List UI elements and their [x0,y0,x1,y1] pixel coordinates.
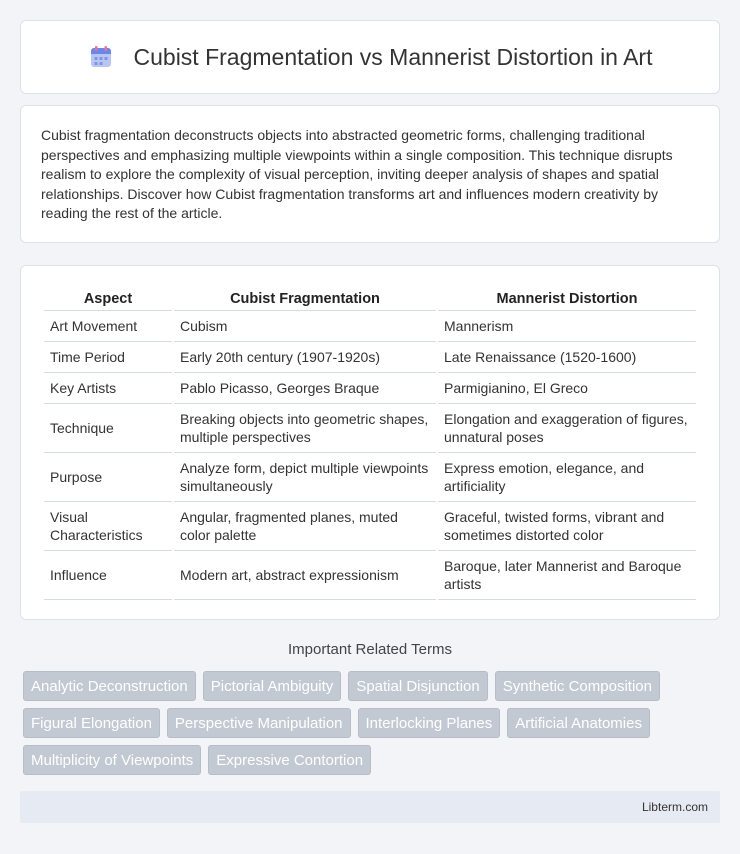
cell-aspect: Art Movement [44,311,172,342]
table-row [44,453,696,502]
related-term-tag[interactable]: Expressive Contortion [208,745,371,775]
cell-mannerist: Late Renaissance (1520-1600) [438,342,696,373]
table-row [44,404,696,453]
cell-mannerist: Express emotion, elegance, and artificiality [438,453,696,502]
intro-card [20,105,720,243]
page-title: Cubist Fragmentation vs Mannerist Distortion in Art [133,43,653,70]
cell-mannerist: Graceful, twisted forms, vibrant and sometimes distorted color [438,502,696,551]
header-cubist: Cubist Fragmentation [174,286,436,311]
cell-aspect: Purpose [44,453,172,502]
calendar-icon [88,44,114,70]
table-row [44,551,696,600]
table-row [44,373,696,404]
header-aspect: Aspect [44,286,172,311]
related-term-tag[interactable]: Artificial Anatomies [507,708,650,738]
cell-aspect: Influence [44,551,172,600]
cell-cubist: Angular, fragmented planes, muted color palette [174,502,436,551]
cell-cubist: Modern art, abstract expressionism [174,551,436,600]
table-header-row [44,286,696,311]
related-term-tag[interactable]: Multiplicity of Viewpoints [23,745,201,775]
related-term-tag[interactable]: Pictorial Ambiguity [203,671,342,701]
cell-cubist: Breaking objects into geometric shapes, multiple perspectives [174,404,436,453]
cell-aspect: Visual Characteristics [44,502,172,551]
cell-aspect: Key Artists [44,373,172,404]
comparison-table [42,286,698,600]
cell-mannerist: Parmigianino, El Greco [438,373,696,404]
cell-aspect: Time Period [44,342,172,373]
header-card [20,20,720,94]
related-term-tag[interactable]: Analytic Deconstruction [23,671,196,701]
cell-cubist: Cubism [174,311,436,342]
table-row [44,342,696,373]
table-row [44,311,696,342]
related-terms-title: Important Related Terms [288,641,452,658]
related-terms-list [20,671,720,775]
related-term-tag[interactable]: Interlocking Planes [358,708,501,738]
cell-cubist: Early 20th century (1907-1920s) [174,342,436,373]
cell-mannerist: Mannerism [438,311,696,342]
related-term-tag[interactable]: Figural Elongation [23,708,160,738]
cell-cubist: Analyze form, depict multiple viewpoints simultaneously [174,453,436,502]
cell-cubist: Pablo Picasso, Georges Braque [174,373,436,404]
footer [20,791,720,823]
footer-site-link[interactable]: Libterm.com [641,800,708,814]
intro-paragraph: Cubist fragmentation deconstructs objects into abstracted geometric forms, challenging traditional perspectives and emphasizing multiple viewpoints within a single composition. This technique disrupts realism to explore the complexity of visual perception, inviting deeper analysis of shapes and spatial relationships. Discover how Cubist fragmentation transforms art and influences modern creativity by reading the rest of the article. [41,127,673,222]
related-term-tag[interactable]: Spatial Disjunction [348,671,487,701]
related-term-tag[interactable]: Synthetic Composition [495,671,660,701]
comparison-table-card [20,265,720,620]
cell-mannerist: Elongation and exaggeration of figures, unnatural poses [438,404,696,453]
table-row [44,502,696,551]
related-term-tag[interactable]: Perspective Manipulation [167,708,351,738]
cell-aspect: Technique [44,404,172,453]
cell-mannerist: Baroque, later Mannerist and Baroque artists [438,551,696,600]
header-mannerist: Mannerist Distortion [438,286,696,311]
